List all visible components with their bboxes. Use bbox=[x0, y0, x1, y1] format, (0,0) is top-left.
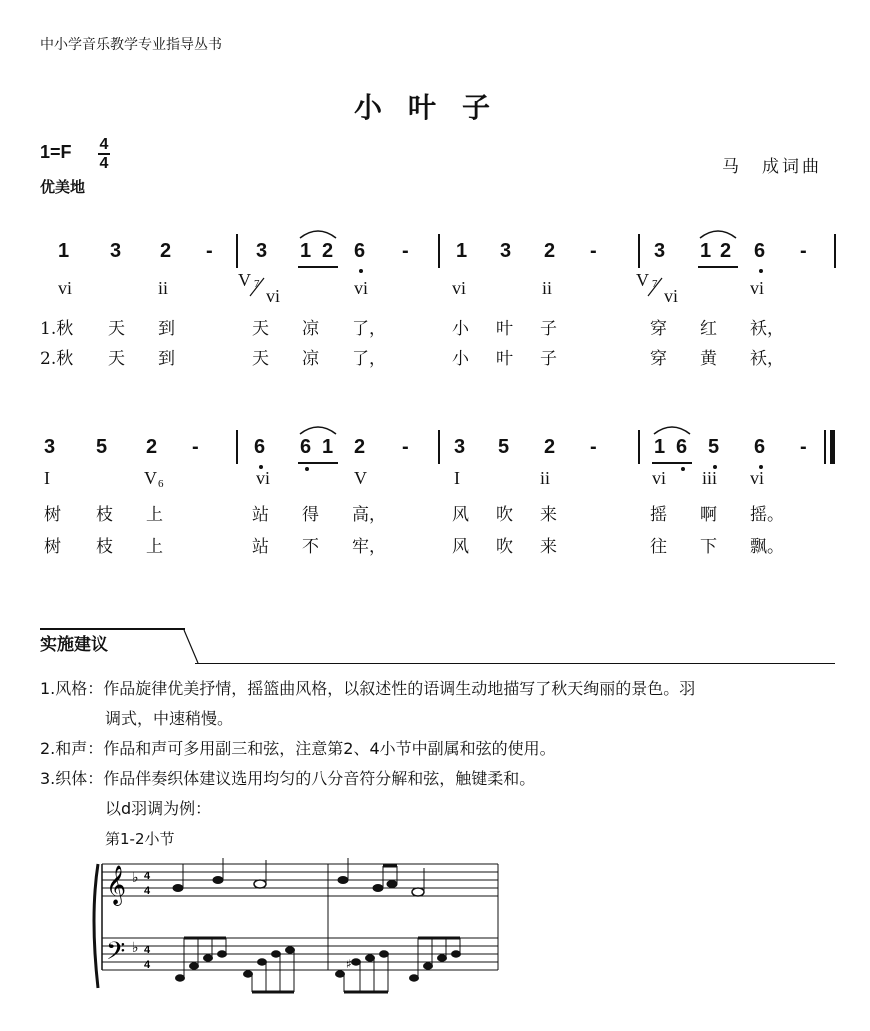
lyric: 来 bbox=[540, 505, 557, 525]
bass-clef-icon: 𝄢 bbox=[106, 937, 126, 972]
lyric: 穿 bbox=[650, 319, 667, 339]
final-bar bbox=[830, 430, 835, 464]
note: - bbox=[192, 436, 199, 458]
chord: vi bbox=[750, 468, 765, 488]
lyric: 了， bbox=[352, 349, 386, 369]
lyric: 下 bbox=[700, 537, 717, 557]
treble-staff bbox=[102, 864, 498, 896]
lyric: 红 bbox=[700, 319, 717, 339]
note: 2 bbox=[544, 436, 556, 458]
lyric: 树 bbox=[44, 505, 61, 525]
lyric: 上 bbox=[146, 537, 163, 557]
bar-line bbox=[824, 430, 826, 464]
note: 3 bbox=[500, 240, 512, 262]
lyric: 叶 bbox=[496, 319, 513, 339]
note: 5 bbox=[96, 436, 108, 458]
note: 6 bbox=[754, 240, 766, 262]
chord: V bbox=[636, 270, 649, 290]
staff-time-top: 4 bbox=[144, 944, 151, 956]
note: 1 bbox=[322, 436, 334, 458]
lyric: 摇 bbox=[650, 505, 667, 525]
lyric: 2.秋 bbox=[40, 349, 74, 369]
note: - bbox=[590, 436, 597, 458]
flat-icon: ♭ bbox=[132, 870, 139, 886]
lyric: 牢， bbox=[352, 537, 386, 557]
low-dot bbox=[358, 268, 364, 274]
tempo-marking: 优美地 bbox=[40, 178, 86, 196]
bar-line bbox=[438, 234, 440, 268]
slash bbox=[646, 276, 664, 298]
note: 3 bbox=[454, 436, 466, 458]
lyric: 高， bbox=[352, 505, 386, 525]
suggestion-1: 1.风格：作品旋律优美抒情，摇篮曲风格，以叙述性的语调生动地描写了秋天绚丽的景色。羽 bbox=[40, 679, 696, 698]
bar-line bbox=[834, 234, 836, 268]
lyric: 1.秋 bbox=[40, 319, 74, 339]
lyric: 天 bbox=[252, 349, 269, 369]
note: - bbox=[590, 240, 597, 262]
lyric: 子 bbox=[540, 319, 557, 339]
chord: vi bbox=[256, 468, 271, 488]
slur bbox=[696, 226, 740, 240]
lyric: 凉 bbox=[302, 349, 319, 369]
example-label: 第1-2小节 bbox=[105, 830, 175, 848]
chord: I bbox=[454, 468, 460, 488]
lyric: 袄， bbox=[750, 349, 784, 369]
chord: ii bbox=[540, 468, 551, 488]
staff-time-bottom: 4 bbox=[144, 885, 151, 897]
low-dot bbox=[758, 268, 764, 274]
lyric: 穿 bbox=[650, 349, 667, 369]
song-title: 小叶子 bbox=[353, 91, 516, 124]
chord: V bbox=[354, 468, 367, 488]
heading-slant bbox=[182, 630, 202, 664]
note: 2 bbox=[720, 240, 732, 262]
suggestion-3-example: 以d羽调为例： bbox=[105, 799, 212, 818]
lyric: 啊 bbox=[700, 505, 717, 525]
note: 6 bbox=[676, 436, 688, 458]
bar-line bbox=[638, 234, 640, 268]
note: 5 bbox=[498, 436, 510, 458]
note: 6 bbox=[754, 436, 766, 458]
note: 1 bbox=[654, 436, 666, 458]
lyric: 站 bbox=[252, 537, 269, 557]
chord: vi bbox=[452, 278, 467, 298]
time-signature bbox=[98, 136, 110, 172]
piano-staff bbox=[88, 856, 508, 996]
chord: vi bbox=[58, 278, 73, 298]
lyric: 叶 bbox=[496, 349, 513, 369]
chord: ii bbox=[542, 278, 553, 298]
lyric: 到 bbox=[158, 349, 175, 369]
lyric: 摇。 bbox=[750, 505, 784, 525]
time-top: 4 bbox=[99, 136, 109, 153]
section-divider bbox=[195, 663, 835, 664]
slur bbox=[296, 422, 340, 436]
note: 1 bbox=[456, 240, 468, 262]
chord: vi bbox=[652, 468, 667, 488]
chord-sub: 7 bbox=[652, 278, 658, 290]
note: 3 bbox=[256, 240, 268, 262]
lyric: 到 bbox=[158, 319, 175, 339]
note: 2 bbox=[544, 240, 556, 262]
slur bbox=[650, 422, 694, 436]
lyric: 袄， bbox=[750, 319, 784, 339]
chord: V bbox=[144, 468, 157, 488]
lyric: 树 bbox=[44, 537, 61, 557]
chord: vi bbox=[750, 278, 765, 298]
note: 2 bbox=[322, 240, 334, 262]
composer: 马 成词曲 bbox=[722, 157, 822, 177]
slur bbox=[296, 226, 340, 240]
note: 1 bbox=[58, 240, 70, 262]
suggestion-3: 3.织体：作品伴奏织体建议选用均匀的八分音符分解和弦，触键柔和。 bbox=[40, 769, 536, 788]
lyric: 吹 bbox=[496, 505, 513, 525]
lyric: 风 bbox=[452, 537, 469, 557]
chord: ii bbox=[158, 278, 169, 298]
note: 5 bbox=[708, 436, 720, 458]
bar-line bbox=[638, 430, 640, 464]
lyric: 天 bbox=[108, 319, 125, 339]
lyric: 吹 bbox=[496, 537, 513, 557]
beam bbox=[298, 462, 338, 464]
lyric: 得 bbox=[302, 505, 319, 525]
note: 2 bbox=[354, 436, 366, 458]
note: - bbox=[206, 240, 213, 262]
lyric: 飘。 bbox=[750, 537, 784, 557]
bar-line bbox=[438, 430, 440, 464]
note: 6 bbox=[254, 436, 266, 458]
suggestion-2: 2.和声：作品和声可多用副三和弦，注意第2、4小节中副属和弦的使用。 bbox=[40, 739, 556, 758]
lyric: 来 bbox=[540, 537, 557, 557]
lyric: 枝 bbox=[96, 537, 113, 557]
sharp-icon: ♯ bbox=[346, 957, 352, 971]
note: 6 bbox=[300, 436, 312, 458]
bass-staff bbox=[102, 938, 498, 970]
note: 3 bbox=[44, 436, 56, 458]
low-dot bbox=[304, 466, 310, 472]
lyric: 了， bbox=[352, 319, 386, 339]
lyric: 天 bbox=[108, 349, 125, 369]
beam bbox=[652, 462, 692, 464]
lyric: 上 bbox=[146, 505, 163, 525]
note: 2 bbox=[146, 436, 158, 458]
treble-clef-icon: 𝄞 bbox=[106, 865, 127, 905]
series-title: 中小学音乐教学专业指导丛书 bbox=[40, 37, 222, 53]
note: 3 bbox=[110, 240, 122, 262]
lyric: 天 bbox=[252, 319, 269, 339]
section-heading: 实施建议 bbox=[40, 635, 108, 655]
bar-line bbox=[236, 430, 238, 464]
suggestion-1-cont: 调式，中速稍慢。 bbox=[105, 709, 234, 728]
beam bbox=[298, 266, 338, 268]
key-signature: 1=F bbox=[40, 142, 72, 162]
note: 6 bbox=[354, 240, 366, 262]
lyric: 往 bbox=[650, 537, 667, 557]
chord: vi bbox=[266, 286, 281, 306]
flat-icon: ♭ bbox=[132, 940, 139, 956]
lyric: 小 bbox=[452, 319, 469, 339]
slash bbox=[248, 276, 266, 298]
lyric: 凉 bbox=[302, 319, 319, 339]
staff-time-bottom: 4 bbox=[144, 959, 151, 971]
lyric: 枝 bbox=[96, 505, 113, 525]
note: 1 bbox=[300, 240, 312, 262]
note: - bbox=[800, 240, 807, 262]
chord: V bbox=[238, 270, 251, 290]
note: - bbox=[402, 240, 409, 262]
bar-line bbox=[236, 234, 238, 268]
lyric: 黄 bbox=[700, 349, 717, 369]
note: 1 bbox=[700, 240, 712, 262]
brace bbox=[94, 864, 98, 988]
note: - bbox=[402, 436, 409, 458]
beam bbox=[698, 266, 738, 268]
staff-time-top: 4 bbox=[144, 870, 151, 882]
heading-rule bbox=[40, 628, 185, 630]
note: - bbox=[800, 436, 807, 458]
chord: vi bbox=[664, 286, 679, 306]
note: 3 bbox=[654, 240, 666, 262]
chord-sub: 6 bbox=[158, 478, 164, 490]
note: 2 bbox=[160, 240, 172, 262]
lyric: 站 bbox=[252, 505, 269, 525]
chord: iii bbox=[702, 468, 718, 488]
lyric: 小 bbox=[452, 349, 469, 369]
low-dot bbox=[680, 466, 686, 472]
lyric: 风 bbox=[452, 505, 469, 525]
chord: vi bbox=[354, 278, 369, 298]
lyric: 子 bbox=[540, 349, 557, 369]
chord-sub: 7 bbox=[254, 278, 260, 290]
lyric: 不 bbox=[302, 537, 319, 557]
chord: I bbox=[44, 468, 50, 488]
time-bottom: 4 bbox=[99, 155, 109, 172]
